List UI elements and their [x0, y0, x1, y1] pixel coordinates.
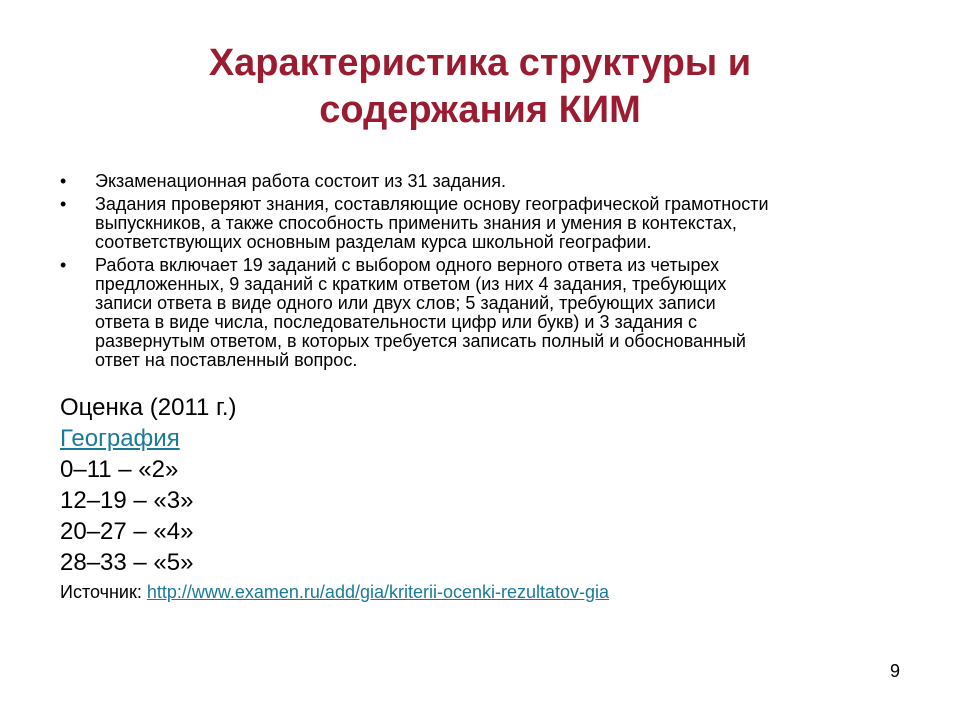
bullet-3-line-1: Работа включает 19 заданий с выбором одного верного ответа из четырех	[95, 255, 720, 275]
bullet-list	[60, 172, 910, 374]
slide-title-line-2: содержания КИМ	[319, 89, 641, 131]
bullet-3-line-4: ответа в виде числа, последовательности цифр или букв) и 3 задания с	[95, 312, 698, 332]
bullet-text-2	[95, 195, 910, 252]
bullet-item-1	[60, 172, 910, 191]
bullet-1-line-1: Экзаменационная работа состоит из 31 задания.	[95, 171, 507, 191]
slide-title-line-1: Характеристика структуры и	[208, 42, 752, 84]
bullet-2-line-1: Задания проверяют знания, составляющие основу географической грамотности	[95, 194, 769, 214]
subject-link[interactable]: География	[60, 425, 180, 452]
source-link[interactable]: http://www.examen.ru/add/gia/kriterii-ocenki-rezultatov-gia	[146, 582, 610, 602]
grade-line-3: 12–19 – «3»	[60, 487, 194, 514]
grade-line-5: 28–33 – «5»	[60, 549, 194, 576]
bullet-3-line-6: ответ на поставленный вопрос.	[95, 350, 358, 370]
bullet-2-line-2: выпускников, а также способность применить знания и умения в контекстах,	[95, 213, 737, 233]
source-label: Источник:	[60, 582, 147, 602]
grading-heading: Оценка (2011 г.)	[60, 394, 237, 421]
bullet-text-1	[95, 172, 910, 191]
bullet-2-line-3: соответствующих основным разделам курса школьной географии.	[95, 232, 652, 252]
bullet-item-3	[60, 256, 910, 370]
grade-line-4: 20–27 – «4»	[60, 518, 194, 545]
subject-line	[60, 423, 910, 454]
page-number: 9	[889, 661, 900, 681]
bullet-3-line-3: записи ответа в виде одного или двух слов; 5 заданий, требующих записи	[95, 293, 716, 313]
bullet-text-3	[95, 256, 910, 370]
bullet-3-line-5: развернутым ответом, в которых требуется записать полный и обоснованный	[95, 331, 746, 351]
bullet-dot: •	[60, 194, 67, 214]
bullet-dot: •	[60, 255, 67, 275]
grade-line-2: 0–11 – «2»	[60, 456, 179, 483]
grading-section	[60, 392, 910, 604]
bullet-dot: •	[60, 171, 67, 191]
bullet-item-2	[60, 195, 910, 252]
source-line	[60, 580, 910, 604]
slide-title	[60, 40, 900, 134]
bullet-3-line-2: предложенных, 9 заданий с кратким ответом (из них 4 задания, требующих	[95, 274, 727, 294]
